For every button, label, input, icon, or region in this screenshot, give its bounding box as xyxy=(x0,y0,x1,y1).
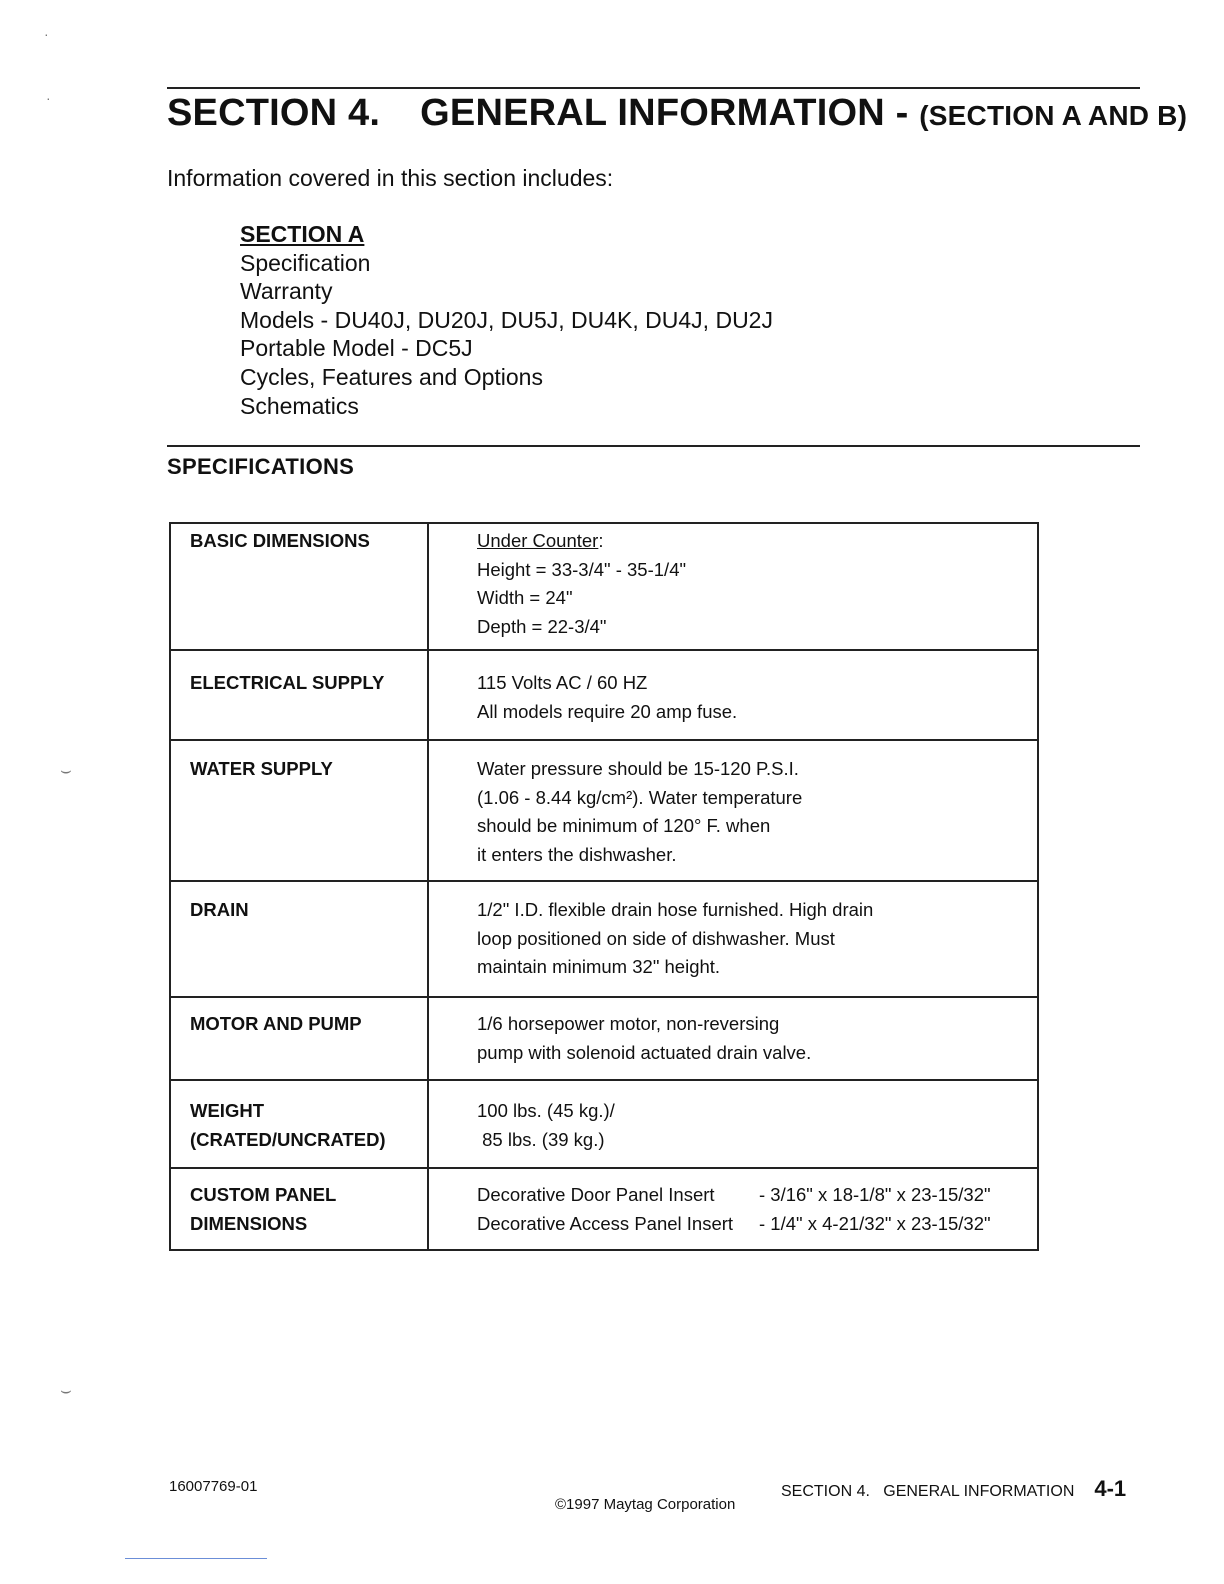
scan-speck: · xyxy=(44,26,49,42)
section-subtitle: (SECTION A AND B) xyxy=(919,100,1188,131)
contents-item: Portable Model - DC5J xyxy=(240,335,473,362)
spec-row-custom-panel xyxy=(170,1168,1038,1250)
scan-speck: · xyxy=(46,90,51,106)
document-number: 16007769-01 xyxy=(169,1478,258,1495)
section-number: SECTION 4. xyxy=(167,92,381,134)
spec-label: CUSTOM PANEL DIMENSIONS xyxy=(170,1168,428,1250)
contents-item: Schematics xyxy=(240,392,359,419)
spec-value: Under Counter: Height = 33-3/4" - 35-1/4" Width = 24" Depth = 22-3/4" xyxy=(428,523,1038,650)
spec-label: WATER SUPPLY xyxy=(170,740,428,881)
spec-row-motor-and-pump xyxy=(170,997,1038,1080)
spec-value: Decorative Door Panel Insert - 3/16" x 18-1/8" x 23-15/32" Decorative Access Panel Insert - 1/4" x 4-21/32" x 23-15/32" xyxy=(428,1168,1038,1250)
contents-item: Specification xyxy=(240,249,371,276)
section-divider xyxy=(167,445,1140,447)
spec-row-drain xyxy=(170,881,1038,997)
spec-row-weight xyxy=(170,1080,1038,1168)
spec-value: 100 lbs. (45 kg.)/ 85 lbs. (39 kg.) xyxy=(428,1080,1038,1168)
contents-item: Cycles, Features and Options xyxy=(240,363,543,390)
spec-label: ELECTRICAL SUPPLY xyxy=(170,650,428,740)
scan-speck: ⌣ xyxy=(60,1380,72,1400)
page-number: 4-1 xyxy=(1094,1476,1127,1501)
scan-speck: ⌣ xyxy=(60,760,72,780)
specifications-heading: SPECIFICATIONS xyxy=(167,454,355,479)
contents-item: Models - DU40J, DU20J, DU5J, DU4K, DU4J, DU2J xyxy=(240,306,773,333)
spec-value: 115 Volts AC / 60 HZ All models require 20 amp fuse. xyxy=(428,650,1038,740)
contents-item: Warranty xyxy=(240,278,333,305)
spec-row-water-supply xyxy=(170,740,1038,881)
intro-text: Information covered in this section includes: xyxy=(167,165,614,191)
section-title-text: GENERAL INFORMATION xyxy=(420,92,885,134)
footer-section-label: SECTION 4. GENERAL INFORMATION xyxy=(781,1483,1075,1500)
footer-section xyxy=(781,1476,1126,1502)
section-title xyxy=(167,88,1187,141)
spec-label: DRAIN xyxy=(170,881,428,997)
spec-value: Water pressure should be 15-120 P.S.I. (1.06 - 8.44 kg/cm²). Water temperature should be minimum of 120° F. when it enters the dishwasher. xyxy=(428,740,1038,881)
spec-label: WEIGHT (CRATED/UNCRATED) xyxy=(170,1080,428,1168)
spec-row-electrical-supply xyxy=(170,650,1038,740)
spec-value: 1/6 horsepower motor, non-reversing pump with solenoid actuated drain valve. xyxy=(428,997,1038,1080)
under-counter-heading: Under Counter xyxy=(477,530,599,551)
specifications-table xyxy=(169,522,1039,1251)
spec-row-basic-dimensions xyxy=(170,523,1038,650)
spec-label: MOTOR AND PUMP xyxy=(170,997,428,1080)
contents-list xyxy=(240,220,773,420)
scan-artifact-line xyxy=(125,1558,267,1559)
spec-label: BASIC DIMENSIONS xyxy=(170,523,428,650)
contents-heading: SECTION A xyxy=(240,221,365,247)
title-dash: - xyxy=(895,92,909,134)
spec-value: 1/2" I.D. flexible drain hose furnished. High drain loop positioned on side of dishwasher. Must maintain minimum 32" height. xyxy=(428,881,1038,997)
copyright: ©1997 Maytag Corporation xyxy=(555,1496,736,1513)
